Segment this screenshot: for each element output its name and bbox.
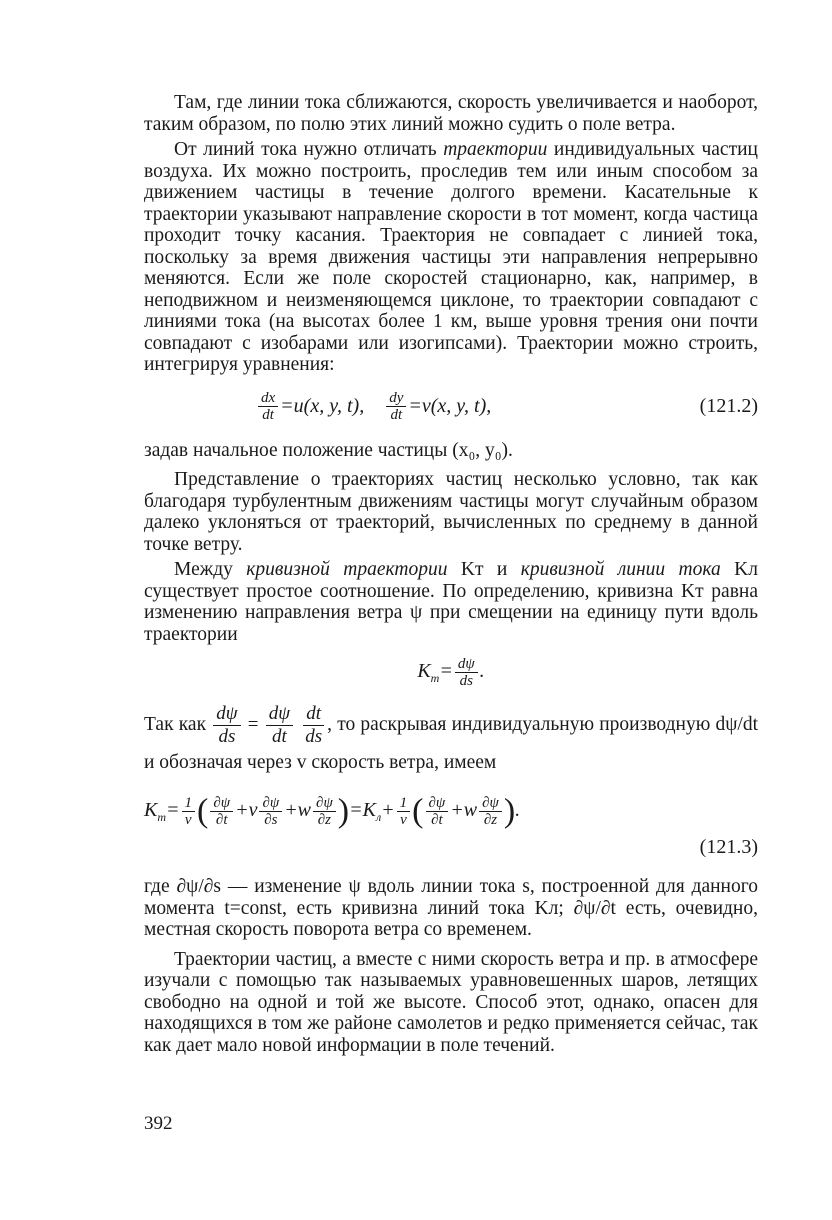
paragraph-5-c: Kт и xyxy=(447,559,521,580)
paragraph-7: где ∂ψ/∂s — изменение ψ вдоль линии тока s, построенной для данного момента t=const, есть кривизна линий тока Kл; ∂ψ/∂t есть, очевидно, местная скорость поворота ветра со временем. xyxy=(144,876,758,940)
term-trajectory-curvature: кривизной траектории xyxy=(246,559,448,580)
paragraph-6-a: Так как xyxy=(144,713,207,735)
fraction-dpsi-ds-inline: $\frac{d\psi}{ds}$ xyxy=(213,703,240,748)
paragraph-2-rest: индивидуальных частиц воздуха. Их можно построить, проследив тем или иным способом за движением частицы в течение долгого времени. Касательные к траектории указывают направление скорости в тот момент, когда частица проходит точку касания. Траектория не совпадает с линией тока, поскольку за время движения частицы эти направления непрерывно меняются. Если же поле скоростей стационарно, как, например, в неподвижном и неизменяющемся циклоне, то траектории совпадают с линиями тока (на высотах более 1 км, выше уровня трения они почти совпадают с изобарами или изогипсами). Траектории можно строить, интегрируя уравнения: xyxy=(144,139,758,375)
fraction-dpsi-ds: $\frac{d\psi}{ds}$ xyxy=(455,656,478,689)
equation-121-2: $\frac{dx}{dt}$ =u(x, y, t), $\frac{dy}{dt}$ =v(x, y, t), (121.2) xyxy=(144,384,758,428)
term-streamline-curvature: кривизной линии тока xyxy=(520,559,721,580)
paragraph-2-start: От линий тока нужно отличать xyxy=(174,139,444,160)
paragraph-6: Так как $\frac{d\psi}{ds}$ = $\frac{d\psi}{dt}$ $\frac{dt}{ds}$ , то раскрывая индивидуальную производную dψ/dt и обозначая через v скорость ветра, имеем xyxy=(144,703,759,773)
equation-number-121-2: (121.2) xyxy=(699,394,758,417)
paragraph-6-b: , то раскрывая индивидуальную производную dψ/dt и обозначая через v скорость ветра, имеем xyxy=(144,713,759,773)
paragraph-4: Представление о траекториях частиц несколько условно, так как благодаря турбулентным движениям частицы могут случайным образом далеко уклоняться от траекторий, вычисленных по среднему в данной точке ветру. xyxy=(144,469,758,555)
fraction-dt-ds-inline: $\frac{dt}{ds}$ xyxy=(305,703,323,747)
paragraph-2 xyxy=(144,139,758,376)
paragraph-5-a: Между xyxy=(174,559,247,580)
paragraph-1: Там, где линии тока сближаются, скорость увеличивается и наоборот, таким образом, по полю этих линий можно судить о поле ветра. xyxy=(144,92,758,135)
equation-curvature: $K_т=$ $\frac{d\psi}{ds}$ . xyxy=(417,655,485,689)
fraction-dpsi-dt-inline: $\frac{d\psi}{dt}$ xyxy=(266,703,293,748)
fraction-dx-dt: $\frac{dx}{dt}$ xyxy=(258,390,278,423)
equation-number-121-3: (121.3) xyxy=(699,836,758,858)
fraction-dy-dt: $\frac{dy}{dt}$ xyxy=(386,390,406,423)
paragraph-5 xyxy=(144,559,758,645)
paragraph-3: задав начальное положение частицы (x₀, y₀). xyxy=(144,439,513,461)
page-body xyxy=(144,92,758,1056)
equation-121-3: $K_т=$ $\frac{1}{v}$ ( $\frac{\partial\psi}{\partial t}$ +v $\frac{\partial\psi}{\partial s}$ +w $\frac{\partial\psi}{\partial z}$ )$=K_л+$ $\frac{1}{v}$ ( $\frac{\partial\psi}{\partial t}$ +w $\frac{\partial\psi}{\partial z}$ ). xyxy=(144,792,521,830)
paragraph-8: Траектории частиц, а вместе с ними скорость ветра и пр. в атмосфере изучали с помощью так называемых уравновешенных шаров, летящих свободно на одной и той же высоте. Способ этот, однако, опасен для находящихся в том же районе самолетов и редко применяется сейчас, так как дает мало новой информации в поле течений. xyxy=(144,948,758,1056)
page-number: 392 xyxy=(144,1113,173,1134)
term-trajectories: траектории xyxy=(443,139,548,160)
paragraph-5-e: Kл существует простое соотношение. По определению, кривизна Kт равна изменению направления ветра ψ при смещении на единицу пути вдоль траектории xyxy=(144,559,758,645)
